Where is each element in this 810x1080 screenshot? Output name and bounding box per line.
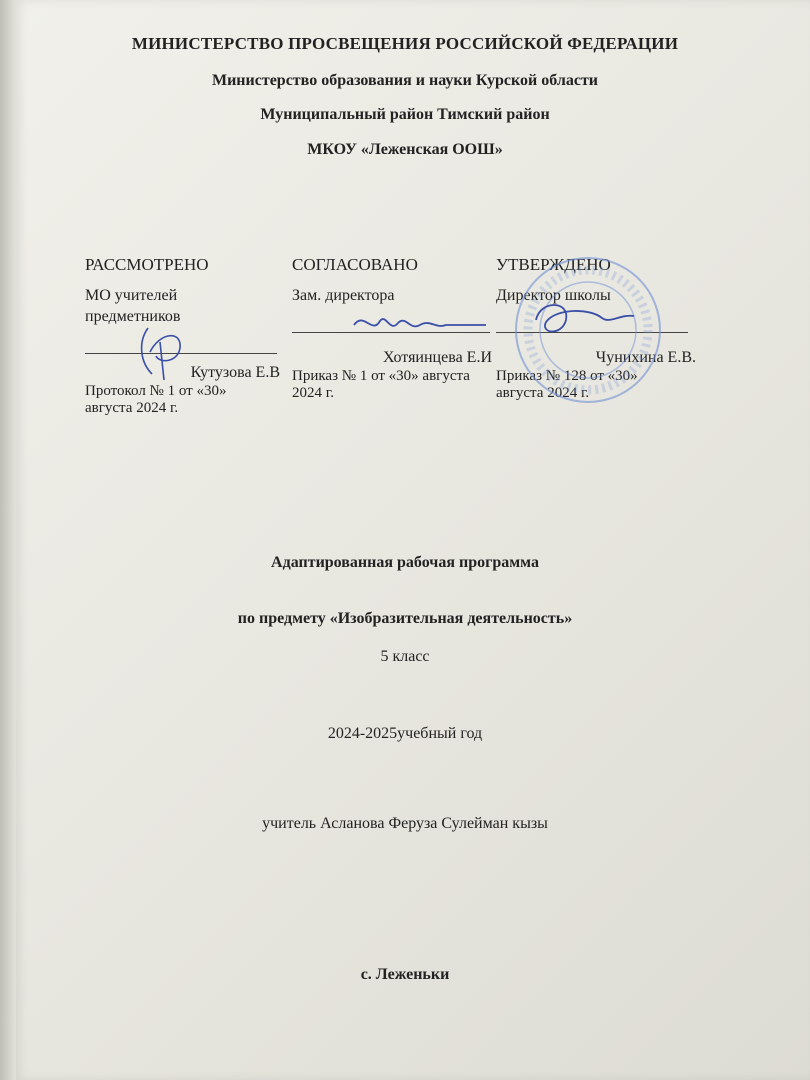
program-title: Адаптированная рабочая программа (271, 554, 539, 571)
agreed-order-line1: Приказ № 1 от «30» августа (292, 368, 470, 384)
regional-ministry-heading: Министерство образования и науки Курской области (211, 72, 599, 89)
reviewed-name: Кутузова Е.В (190, 364, 280, 381)
agreed-order-line2: 2024 г. (292, 385, 334, 401)
document-page (14, 0, 810, 1080)
approved-role: Директор школы (496, 287, 611, 304)
approved-order-line1: Приказ № 128 от «30» (496, 368, 638, 384)
agreed-role: Зам. директора (292, 287, 395, 304)
approved-order-line2: августа 2024 г. (496, 385, 590, 401)
place-footer: с. Леженьки (360, 966, 450, 983)
approved-signature-icon (530, 296, 640, 340)
agreed-name: Хотяинцева Е.И (382, 349, 492, 366)
agreed-signature-icon (350, 305, 490, 345)
program-teacher: учитель Асланова Феруза Сулейман кызы (262, 815, 548, 832)
program-year: 2024-2025учебный год (327, 725, 483, 742)
approved-name: Чунихина Е.В. (595, 349, 696, 366)
approved-title: УТВЕРЖДЕНО (496, 255, 611, 274)
reviewed-role-line2: предметников (85, 308, 181, 325)
reviewed-signature-icon (130, 322, 190, 384)
program-subject: по предмету «Изобразительная деятельность» (237, 610, 573, 627)
ministry-heading: МИНИСТЕРСТВО ПРОСВЕЩЕНИЯ РОССИЙСКОЙ ФЕДЕРАЦИИ (131, 34, 679, 53)
reviewed-protocol-line1: Протокол № 1 от «30» (85, 383, 227, 399)
district-heading: Муниципальный район Тимский район (260, 106, 550, 123)
program-grade: 5 класс (380, 648, 430, 665)
agreed-title: СОГЛАСОВАНО (292, 255, 418, 274)
reviewed-title: РАССМОТРЕНО (85, 255, 209, 274)
school-heading: МКОУ «Леженская ООШ» (307, 141, 503, 158)
page-edge (0, 0, 16, 1080)
reviewed-protocol-line2: августа 2024 г. (85, 400, 179, 416)
reviewed-role-line1: МО учителей (85, 287, 178, 304)
